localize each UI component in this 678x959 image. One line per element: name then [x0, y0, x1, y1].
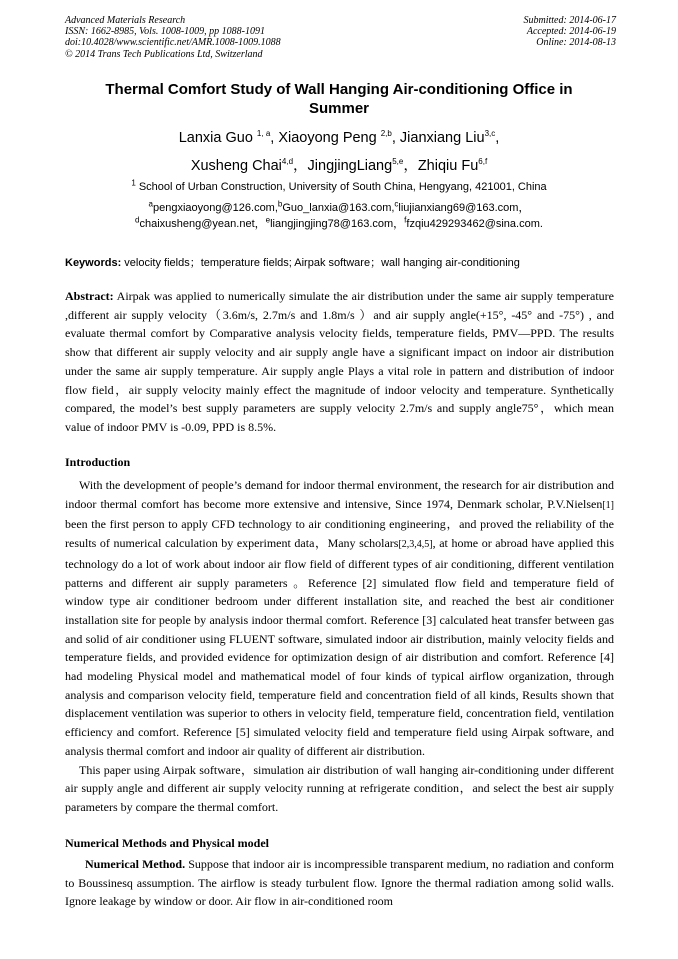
- publication-dates: [524, 15, 617, 49]
- intro-text: , at home or abroad have applied this technology do a lot of work about indoor air flow field of different types of air conditioning, different ventilation patterns and different air supply parameters 。Reference [2] simulated flow field and temperature field of window type air conditioner bedroom under different installation site, and reached the best air conditioner installation site for people by analysis indoor thermal comfort. Reference [3] calculated heat transfer between gas and solid of air conditioner using FLUENT software, simulated indoor air distribution, mainly velocity fields and temperature fields, and provided evidence for optimization design of air distribution and comfort. Reference [4] had modeling Physical model and mathematical model of four kinds of typical airflow organization, through analysis and comparison velocity field, temperature field and concentration field of all kinds, Results shown that displacement ventilation was superior to others in velocity field, temperature field, concentration field, ventilation efficiency and comfort. Reference [5] simulated velocity field and temperature field using Airpak software, and analysis thermal comfort and indoor air quality of different air distribution.: [65, 536, 614, 758]
- email-sup: f: [404, 215, 407, 225]
- email-sup: d: [135, 215, 140, 225]
- affiliation-sup: 1: [131, 178, 136, 188]
- author-name: Jianxiang Liu: [399, 130, 485, 146]
- email-address: fzqiu429293462@sina.com.: [406, 218, 543, 230]
- paper-title: Thermal Comfort Study of Wall Hanging Air-conditioning Office in Summer: [105, 81, 573, 117]
- keywords: [65, 256, 615, 270]
- author-affil-sup: 1, a: [256, 129, 271, 139]
- author-list: [60, 124, 618, 180]
- copyright-line: © 2014 Trans Tech Publications Ltd, Switzerland: [65, 48, 263, 60]
- author-name: Zhiqiu Fu: [417, 158, 479, 174]
- numerical-paragraph: [65, 855, 614, 911]
- section-heading-introduction: Introduction: [65, 455, 131, 469]
- journal-name: Advanced Materials Research: [65, 15, 186, 26]
- intro-paragraph-1: [65, 476, 614, 761]
- abstract: [65, 287, 614, 437]
- email-address: liujianxiang69@163.com，: [398, 202, 530, 214]
- author-name: Lanxia Guo: [178, 130, 257, 146]
- author-separator: ,: [391, 130, 400, 146]
- email-address: pengxiaoyong@126.com,: [152, 202, 278, 214]
- abstract-text: Airpak was applied to numerically simulate the air distribution under the same air supply temperature ,different air supply velocity（3.6m/s, 2.7m/s and 1.8m/s ）and air supply angle(+15°, -45° and -75°) , and evaluate thermal comfort by Comparative analysis velocity fields, temperature fields, PMV—PPD. The results show that different air supply velocity and air supply angle have a significant impact on indoor air distribution under the same air supply temperature. Air supply angle Plays a vital role in pattern and distribution of indoor flow field，air supply velocity mainly effect the magnitude of indoor velocity and temperature. Synthetically compared, the model’s best supply parameters are supply velocity 2.7m/s and supply angle75°，which mean value of indoor PMV is -0.09, PPD is 8.5%.: [65, 289, 614, 434]
- section-heading-numerical-methods: Numerical Methods and Physical model: [65, 836, 269, 850]
- abstract-label: Abstract:: [65, 289, 114, 303]
- author-separator: ，: [403, 158, 418, 174]
- email-sup: a: [148, 199, 153, 209]
- email-line-2: [60, 216, 618, 232]
- affiliation: [60, 180, 618, 194]
- author-affil-sup: 2,b: [380, 129, 392, 139]
- email-address: Guo_lanxia@163.com,: [282, 202, 395, 214]
- email-sup: e: [265, 215, 271, 225]
- doi-line: doi:10.4028/www.scientific.net/AMR.1008-1009.1088: [65, 37, 281, 49]
- email-address: chaixusheng@yean.net，: [139, 218, 266, 230]
- keywords-text: velocity fields；temperature fields; Airpak software；wall hanging air-conditioning: [121, 257, 520, 269]
- author-name: JingjingLiang: [307, 158, 393, 174]
- issn-line: ISSN: 1662-8985, Vols. 1008-1009, pp 1088-1091: [65, 26, 265, 38]
- author-name: Xusheng Chai: [190, 158, 282, 174]
- intro-text: With the development of people’s demand for indoor thermal environment, the research for air distribution and indoor thermal comfort has become more extensive and intensive, Since 1974, Denmark scholar, P.V.Nielsen: [65, 478, 614, 511]
- email-line-1: [60, 200, 618, 216]
- intro-text: been the first person to apply CFD technology to air conditioning engineering，and proved the reliability of the results of numerical calculation by experiment data，Many scholars: [65, 517, 614, 551]
- email-address: liangjingjing78@163.com，: [270, 218, 405, 230]
- email-sup: c: [394, 199, 399, 209]
- introduction-body: [65, 476, 614, 817]
- accepted-date: Accepted: 2014-06-19: [526, 26, 616, 38]
- intro-paragraph-2: This paper using Airpak software，simulation air distribution of wall hanging air-conditioning under different air supply angle and different air supply velocity running at refrigerate condition，and select the best air supply parameters by compare the thermal comfort.: [65, 762, 614, 814]
- citation: [2,3,4,5]: [398, 539, 433, 551]
- email-sup: b: [277, 199, 283, 209]
- author-affil-sup: 5,e: [392, 157, 404, 167]
- email-list: [60, 200, 618, 232]
- publication-info: [65, 15, 281, 60]
- numerical-method-text: Suppose that indoor air is incompressible transparent medium, no radiation and conform to Boussinesq assumption. The airflow is steady turbulent flow. Ignore the thermal radiation among solid walls. Ignore leakage by window or door. Air flow in air-conditioned room: [65, 857, 614, 909]
- affiliation-text: School of Urban Construction, University of South China, Hengyang, 421001, China: [135, 181, 547, 193]
- author-name: Xiaoyong Peng: [278, 130, 381, 146]
- numerical-method-body: [65, 855, 614, 911]
- keywords-label: Keywords:: [65, 257, 122, 269]
- author-affil-sup: 3,c: [484, 129, 496, 139]
- author-affil-sup: 4,d: [281, 157, 294, 167]
- author-affil-sup: 6,f: [478, 157, 488, 167]
- author-separator: ,: [270, 130, 279, 146]
- author-separator: ,: [495, 130, 500, 146]
- citation: [1]: [602, 499, 614, 511]
- online-date: Online: 2014-08-13: [536, 37, 616, 49]
- submitted-date: Submitted: 2014-06-17: [523, 15, 616, 26]
- author-line-2: [60, 152, 618, 180]
- numerical-method-label: Numerical Method.: [85, 857, 186, 871]
- author-separator: ，: [293, 158, 308, 174]
- author-line-1: [60, 124, 618, 152]
